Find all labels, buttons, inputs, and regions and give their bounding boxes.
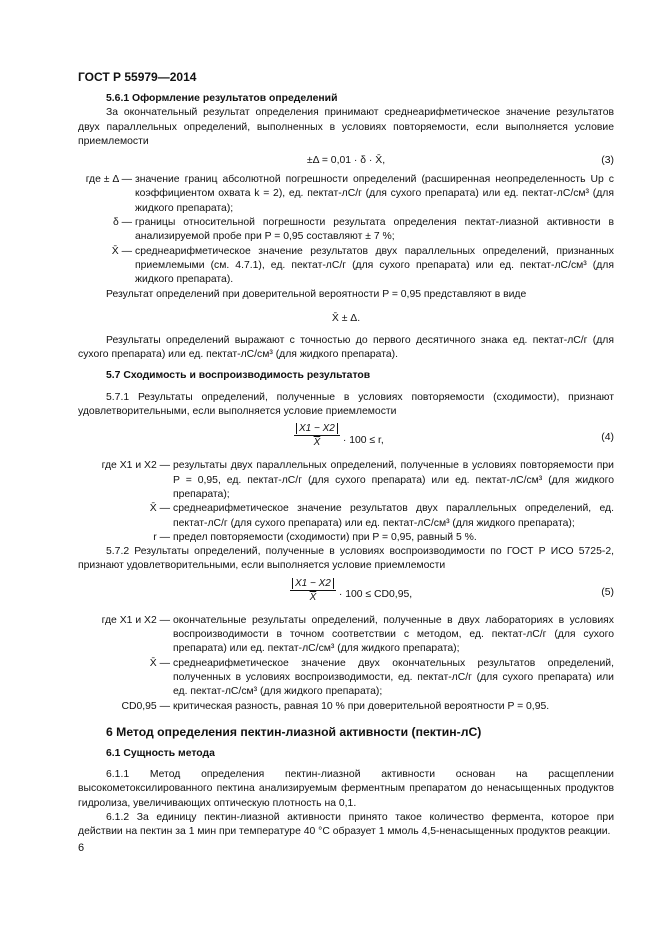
definition-text: среднеарифметическое значение двух окончательных результатов определений, полученных в условиях воспроизводимости, ед. пектат-лС/г (для сухого препарата) или ед. пектат-лС/см³ (для жидкого препарата); <box>173 657 614 698</box>
formula-5-number: (5) <box>601 586 614 598</box>
definition-item <box>78 614 614 657</box>
formula-4-denominator: X̄ <box>313 437 321 449</box>
paragraph: Результаты определений выражают с точностью до первого десятичного знака ед. пектат-лС/г (для сухого препарата) или ед. пектат-лС/см³ (для жидкого препарата). <box>78 334 614 361</box>
formula-4 <box>78 419 614 459</box>
definitions-list <box>78 614 614 714</box>
paragraph: За окончательный результат определения принимают среднеарифметическое значение результатов двух параллельных определений, выполненных в условиях повторяемости, если выполняется условие приемлемости <box>78 107 614 147</box>
definition-text: значение границ абсолютной погрешности определений (расширенная неопределенность Up с коэффициентом охвата k = 2), ед. пектат-лС/г (для сухого препарата) или ед. пектат-лС/см³ (для жидкого препарата); <box>135 174 614 214</box>
formula-4-numerator: X1 − X2 <box>296 423 338 434</box>
section-5-7-title: 5.7 Сходимость и воспроизводимость результатов <box>106 370 371 382</box>
paragraph: 5.7.2 Результаты определений, полученные в условиях воспроизводимости по ГОСТ Р ИСО 5725-2, признают удовлетворительными, если выполняется условие приемлемости <box>78 546 614 572</box>
definition-term: r — <box>153 531 170 543</box>
section-5-6-1-title: 5.6.1 Оформление результатов определений <box>106 93 338 104</box>
definition-term: где X1 и X2 — <box>101 614 170 626</box>
section-6-1-title: 6.1 Сущность метода <box>106 747 215 759</box>
definitions-list <box>78 173 614 287</box>
formula-5-numerator: X1 − X2 <box>292 578 334 589</box>
definition-term: X̄ — <box>111 245 132 257</box>
definition-term: где ± Δ — <box>85 174 132 186</box>
page-number: 6 <box>78 842 85 854</box>
page-content <box>78 92 614 840</box>
definition-text: среднеарифметическое значение результатов двух параллельных определений, признанных приемлемыми (см. 4.7.1), ед. пектат-лС/г (для сухого препарата) или ед. пектат-лС/см³ (для жидкого препарата). <box>135 245 614 286</box>
paragraph: 6.1.2 За единицу пектин-лиазной активности принято такое количество фермента, которое при действии на пектин за 1 мин при температуре 40 °С образует 1 ммоль 4,5-ненасыщенных продуктов реакции. <box>78 811 614 838</box>
definition-term: δ — <box>112 217 132 229</box>
definition-term: CD0,95 — <box>121 700 170 712</box>
formula-5-denominator: X̄ <box>309 591 317 603</box>
definition-text: результаты двух параллельных определений, полученные в условиях повторяемости при P = 0,95, ед. пектат-лС/г (для сухого препарата) или ед. пектат-лС/см³ (для жидкого препарата); <box>173 460 614 500</box>
definition-text: границы относительной погрешности результата определения пектат-лиазной активности в анализируемой пробе при P = 0,95 составляют ± 7 %; <box>135 217 614 243</box>
formula-5 <box>78 574 614 614</box>
definitions-list <box>78 459 614 545</box>
formula-3-expression: ±Δ = 0,01 · δ · X̄, <box>306 155 386 167</box>
definition-term: X̄ — <box>149 657 170 669</box>
definition-text: критическая разность, равная 10 % при доверительной вероятности P = 0,95. <box>173 700 550 712</box>
definition-item <box>78 459 614 502</box>
formula-3 <box>78 149 614 173</box>
formula-4-number: (4) <box>601 432 614 444</box>
document-header: ГОСТ Р 55979—2014 <box>78 70 197 84</box>
formula-5-fraction <box>290 577 336 604</box>
paragraph: 5.7.1 Результаты определений, полученные в условиях повторяемости (сходимости), признают удовлетворительными, если выполняется условие приемлемости <box>78 391 614 418</box>
definition-item <box>78 245 614 288</box>
definition-item <box>78 216 614 245</box>
result-formula <box>78 302 614 334</box>
paragraph: 6.1.1 Метод определения пектин-лиазной активности основан на расщеплении высокометоксилированного пектина анализируемым ферментным препаратом до ненасыщенных продуктов гидролиза, увеличивающих оптическую плотность на 0,1. <box>78 769 614 809</box>
definition-item <box>78 700 614 714</box>
definition-item <box>78 502 614 531</box>
definition-text: среднеарифметическое значение результатов двух параллельных определений, ед. пектат-лС/г (для сухого препарата) или ед. пектат-лС/см³ (для жидкого препарата); <box>173 503 614 529</box>
result-formula-expression: X̄ ± Δ. <box>331 312 361 324</box>
formula-4-rhs: · 100 ≤ r, <box>342 434 384 446</box>
definition-text: предел повторяемости (сходимости) при P = 0,95, равный 5 %. <box>173 531 477 543</box>
definition-item <box>78 657 614 700</box>
definition-item <box>78 531 614 545</box>
section-6-title: 6 Метод определения пектин-лиазной активности (пектин-лС) <box>106 724 482 739</box>
definition-item <box>78 173 614 216</box>
formula-4-fraction <box>294 422 340 449</box>
definition-term: где X1 и X2 — <box>101 460 170 472</box>
definition-term: X̄ — <box>149 503 170 515</box>
formula-5-rhs: · 100 ≤ CD0,95, <box>338 589 413 601</box>
definition-text: окончательные результаты определений, полученные в двух лабораториях в условиях воспроизводимости в точном соответствии с методом, ед. пектат-лС/г (для сухого препарата) или ед. пектат-лС/см³ (для жидкого препарата); <box>173 614 614 655</box>
paragraph: Результат определений при доверительной вероятности P = 0,95 представляют в виде <box>106 288 527 300</box>
formula-3-number: (3) <box>601 155 614 167</box>
